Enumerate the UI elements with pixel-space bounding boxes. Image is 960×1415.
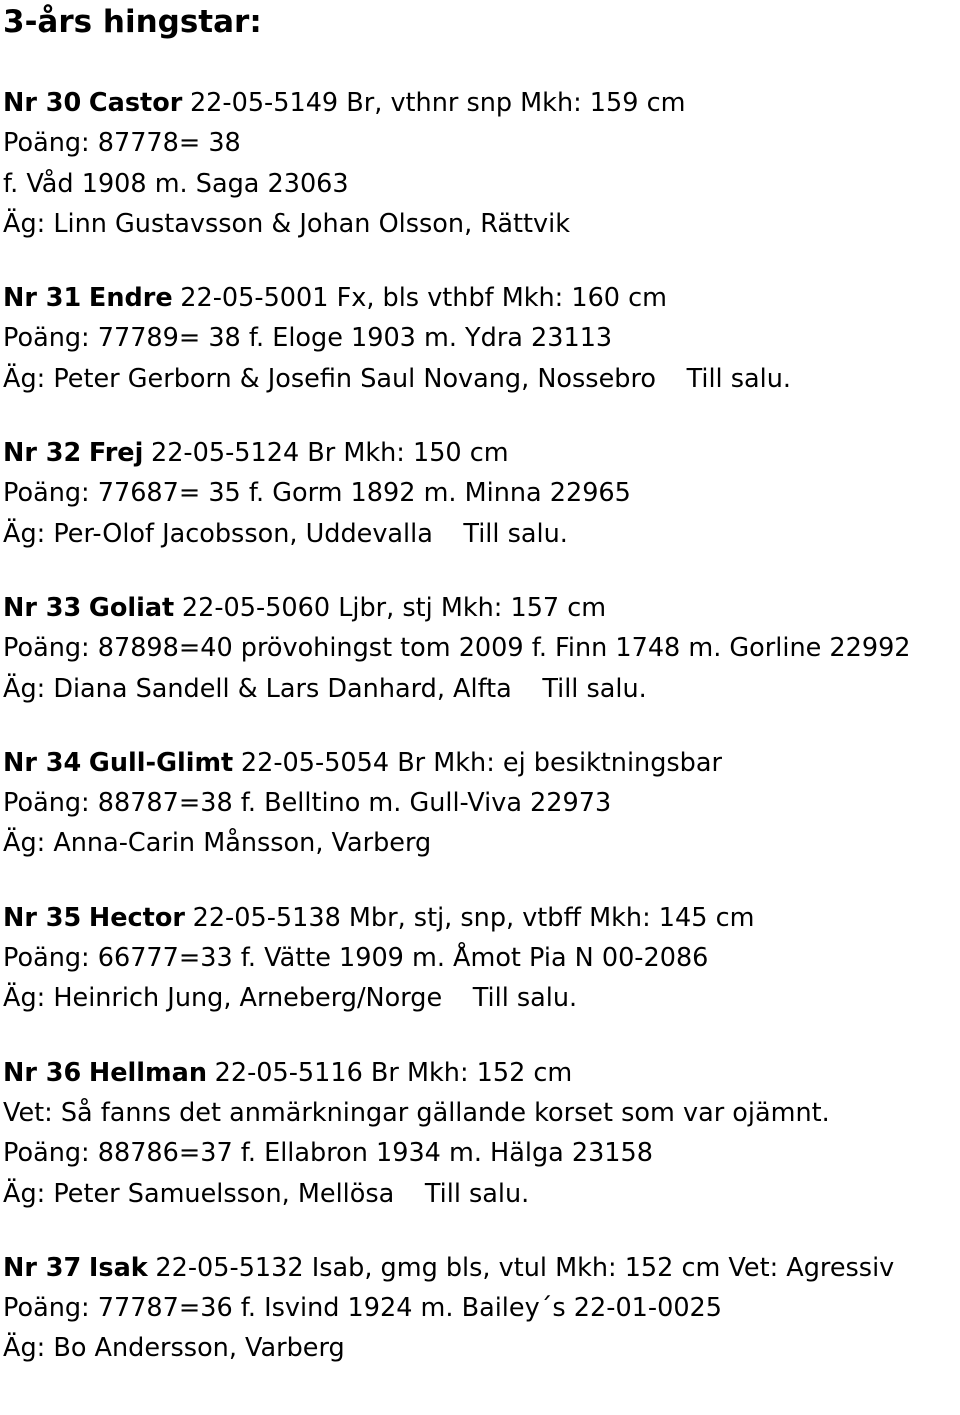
owner: Äg: Linn Gustavsson & Johan Olsson, Rättvik xyxy=(3,208,571,239)
entry-header xyxy=(3,588,960,628)
entry-owner-line xyxy=(3,359,960,399)
stallion-entry-31 xyxy=(3,278,960,399)
horse-details: 22-05-5001 Fx, bls vthbf Mkh: 160 cm xyxy=(180,283,667,314)
entry-owner-line xyxy=(3,1328,960,1368)
entry-line: Poäng: 66777=33 f. Vätte 1909 m. Åmot Pia N 00-2086 xyxy=(3,943,709,974)
owner: Äg: Bo Andersson, Varberg xyxy=(3,1333,345,1364)
entry-number: Nr 30 xyxy=(3,88,82,118)
entry-header xyxy=(3,1248,960,1288)
entry-number: Nr 37 xyxy=(3,1252,82,1283)
entry-line: f. Våd 1908 m. Saga 23063 xyxy=(3,168,349,199)
entry-number: Nr 32 xyxy=(3,438,82,469)
entry-owner-line xyxy=(3,514,960,554)
entry-number: Nr 33 xyxy=(3,592,82,623)
stallion-list xyxy=(3,83,960,1403)
entry-header xyxy=(3,1053,960,1093)
page-title: 3-års hingstar: xyxy=(3,4,262,40)
entry-line: Poäng: 88787=38 f. Belltino m. Gull-Viva 22973 xyxy=(3,788,612,819)
entry-owner-line xyxy=(3,978,960,1018)
horse-details: 22-05-5054 Br Mkh: ej besiktningsbar xyxy=(240,747,722,778)
entry-owner-line xyxy=(3,669,960,709)
horse-details: 22-05-5132 Isab, gmg bls, vtul Mkh: 152 cm Vet: Agressiv xyxy=(155,1252,895,1283)
owner: Äg: Diana Sandell & Lars Danhard, Alfta xyxy=(3,673,512,704)
horse-details: 22-05-5060 Ljbr, stj Mkh: 157 cm xyxy=(181,592,607,623)
entry-line: Poäng: 77787=36 f. Isvind 1924 m. Bailey´s 22-01-0025 xyxy=(3,1293,723,1324)
entry-number: Nr 34 xyxy=(3,747,82,778)
horse-name: Goliat xyxy=(88,592,175,623)
entry-number: Nr 36 xyxy=(3,1057,82,1088)
owner: Äg: Per-Olof Jacobsson, Uddevalla xyxy=(3,518,433,549)
entry-number: Nr 35 xyxy=(3,902,82,933)
entry-number: Nr 31 xyxy=(3,283,82,314)
entry-header xyxy=(3,898,960,938)
horse-name: Hector xyxy=(88,902,185,933)
sale-status: Till salu. xyxy=(472,983,578,1014)
entry-owner-line xyxy=(3,823,960,863)
stallion-entry-30 xyxy=(3,83,960,244)
horse-details: 22-05-5138 Mbr, stj, snp, vtbff Mkh: 145 cm xyxy=(192,902,755,933)
entry-line: Poäng: 77789= 38 f. Eloge 1903 m. Ydra 23113 xyxy=(3,323,613,354)
entry-line: Poäng: 77687= 35 f. Gorm 1892 m. Minna 22965 xyxy=(3,478,631,509)
stallion-entry-36 xyxy=(3,1053,960,1214)
horse-name: Endre xyxy=(88,283,173,314)
horse-name: Gull-Glimt xyxy=(88,747,234,778)
sale-status: Till salu. xyxy=(686,363,791,394)
horse-name: Hellman xyxy=(88,1057,207,1088)
sale-status: Till salu. xyxy=(542,673,647,704)
owner: Äg: Heinrich Jung, Arneberg/Norge xyxy=(3,983,443,1014)
entry-header xyxy=(3,743,960,783)
entry-line: Poäng: 88786=37 f. Ellabron 1934 m. Hälga 23158 xyxy=(3,1138,653,1169)
entry-line: Poäng: 87898=40 prövohingst tom 2009 f. Finn 1748 m. Gorline 22992 xyxy=(3,633,911,664)
stallion-entry-35 xyxy=(3,898,960,1019)
stallion-entry-37 xyxy=(3,1248,960,1369)
owner: Äg: Peter Gerborn & Josefin Saul Novang, Nossebro xyxy=(3,363,656,394)
entry-header xyxy=(3,433,960,473)
stallion-entry-33 xyxy=(3,588,960,709)
horse-name: Isak xyxy=(88,1252,148,1283)
entry-owner-line xyxy=(3,204,960,244)
horse-details: 22-05-5149 Br, vthnr snp Mkh: 159 cm xyxy=(189,88,686,118)
stallion-entry-32 xyxy=(3,433,960,554)
horse-name: Frej xyxy=(88,438,144,469)
owner: Äg: Anna-Carin Månsson, Varberg xyxy=(3,828,432,859)
entry-header xyxy=(3,278,960,318)
horse-details: 22-05-5124 Br Mkh: 150 cm xyxy=(150,438,509,469)
entry-line: Poäng: 87778= 38 xyxy=(3,128,241,159)
stallion-entry-34 xyxy=(3,743,960,864)
horse-name: Castor xyxy=(88,88,183,118)
sale-status: Till salu. xyxy=(424,1178,530,1209)
entry-header xyxy=(3,83,960,123)
sale-status: Till salu. xyxy=(463,518,568,549)
owner: Äg: Peter Samuelsson, Mellösa xyxy=(3,1178,395,1209)
entry-owner-line xyxy=(3,1174,960,1214)
horse-details: 22-05-5116 Br Mkh: 152 cm xyxy=(214,1057,573,1088)
entry-line: Vet: Så fanns det anmärkningar gällande korset som var ojämnt. xyxy=(3,1097,830,1128)
